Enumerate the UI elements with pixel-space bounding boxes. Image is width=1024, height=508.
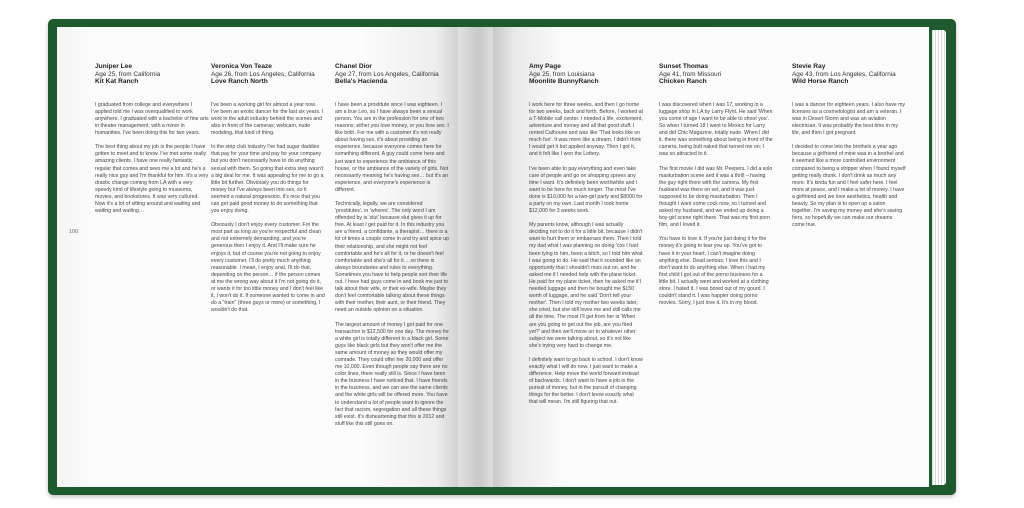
profile-body [659, 102, 773, 308]
page-edges [932, 30, 946, 485]
profile-meta: Age 25, from Louisiana [529, 70, 595, 78]
book-gutter [458, 27, 495, 487]
paragraph: I have been a prostitute since I was eighteen. I am a true Leo, so I have always been a sexual person. You are in the profession for one of two reasons; either you love money, or you love sex. I like both. For me with a customer it's not really about having sex, it's about providing an experience, because everyone comes here for something different. A guy could come here and just want to experience the ambiance of this house, or the ambiance of the variety of girls. Not necessarily meaning he's having sex… but it's an experience, and everyone's experience is different. [335, 101, 449, 193]
profile-name: Veronica Von Teaze [211, 63, 272, 70]
paragraph: I've been able to pay everything and even take care of people and go on shopping sprees any time I want. It's definitely been worthwhile and I want to be here for much longer. The most I've done is $10,000 for a two-girl party and $8000 for a party on my own. Last month I took home $12,000 for 3 weeks work. [529, 165, 643, 215]
profile-name: Amy Page [529, 63, 561, 70]
paragraph: I was a dancer for eighteen years. I also have my licenses as a cosmetologist and am a veteran. I was in Desert Storm and was an aviation electrician. It was probably the best time in my life, and then I got pregnant. [792, 101, 906, 137]
profile-name: Stevie Ray [792, 63, 826, 70]
paragraph: I decided to come into the brothels a year ago because a girlfriend of mine was in a brothel and it seemed like a more controlled environment compared to being a stripper when I found myself getting really drunk. I don't drink as much any more. It's kinda fun and I feel safer here. I feel more at peace, and I make a lot of money. I have a girlfriend and we love aesthetics, health and beauty. So my plan is to open up a salon together. I'm saving my money and she's saving hers, so hopefully we can make our dreams come true. [792, 144, 906, 229]
profile-ranch: Moonlite BunnyRanch [529, 78, 599, 86]
profile-column [529, 63, 643, 414]
profile-name: Chanel Dior [335, 63, 373, 70]
paragraph: I graduated from college and everywhere I applied told me I was overqualified to work anywhere. I graduated with a bachelor of fine arts in theater management, with a minor in humanities. I've been doing this for two years. [95, 101, 209, 137]
profile-ranch: Love Ranch North [211, 78, 268, 86]
profile-body [335, 102, 449, 428]
profile-name: Juniper Lee [95, 63, 133, 70]
paragraph: I've been a working girl for almost a year now. I've been an exotic dancer for the last six years. I work in the adult industry behind the scenes and also in front of the cameras; webcam, nude modeling, that kind of thing. [211, 101, 324, 137]
paragraph: My parents know, although I was actually deciding not to do it for a little bit, because I didn't want to hurt them or embarrass them. Then I told my dad what I was planning on doing 'cos I had been lying to him, been a bitch, so I told him what I was going to do. He said that it sounded like an opportunity that I shouldn't miss out on, and he asked me if I needed help with the plane ticket. He paid for my plane ticket, then he asked me if I needed luggage and then he bought me $150 worth of luggage, and he said 'Don't tell your mother'. Then I told my mother two weeks later, she cried, but she still loves me and still calls me all the time. The most I'll get from her is 'When are you going to get out the job, are you fired yet?' and then we'll move on to whatever other subject we were talking about, so it's not like she's trying very hard to change me. [529, 222, 643, 349]
profile-meta: Age 41, from Missouri [659, 70, 722, 78]
paragraph: I work here for three weeks, and then I go home for two weeks, back and forth. Before, I worked at a T-Mobile call center. I needed a life, excitement, adventure and money and all that good stuff. I rented Calhoune and was like 'That looks like so much fun'. It was more like a dream. I didn't think I would get it but applied anyway. Then I got it, and it felt like I won the Lottery. [529, 101, 643, 158]
profile-column [211, 63, 325, 321]
profile-ranch: Chicken Ranch [659, 78, 707, 86]
paragraph: I was discovered when I was 17, working in a luggage shop in LA by Larry Flynt. He said 'When you come of age I want to be able to shoot you'. So when I turned 18 I went to Mexico for Larry and did Chic Magazine, totally nude. When I did it, there was something about being in front of the camera, being butt naked that turned me on; I was so attracted to it. [659, 101, 773, 158]
profile-meta: Age 25, from California [95, 70, 161, 78]
profile-meta: Age 27, from Los Angeles, California [335, 70, 439, 78]
profile-column [95, 63, 209, 222]
profile-ranch: Wild Horse Ranch [792, 78, 849, 86]
paragraph: Technically, legally, we are considered 'prostitutes', or 'whores'. The only word I am offended by is 'slut' because slut gives it up for free. At least I get paid for it. In this industry you are a friend, a confidante, a therapist… there is a lot of times a couple come in and try and spice up their relationship, and she might not feel comfortable and he's all for it, or he doesn't feel comfortable and she's all for it… so there is always boundaries and rules to everything. Sometimes you have to help people sort their life out. I have had guys come in and book me just to talk about their wife, or their ex-wife. Maybe they don't feel comfortable talking about these things with their mother, their aunt, or their friend. They need an outside opinion on a situation. [335, 201, 449, 314]
paragraph: The first movie I did was Mr. Peepers. I did a solo masturbation scene and it was a thrill – having the guy right there with the camera. My first husband was there on set, and it was just supposed to be doing masturbation. Then I thought I want some cock now, so I turned and asked my husband, and we ended up doing a boy-girl scene right there. That was my first porn film, and I loved it. [659, 165, 773, 229]
profile-body [95, 102, 209, 215]
profile-ranch: Bella's Hacienda [335, 78, 388, 86]
profile-name: Sunset Thomas [659, 63, 709, 70]
left-page [57, 27, 460, 487]
profile-body [529, 102, 643, 407]
profile-body [792, 102, 906, 230]
paragraph: In the strip club industry I've had sugar daddies that pay for your time and pay for your company but you don't necessarily have to do anything sexual with them. So going that extra step wasn't a big deal for me. It was appealing for me to go a little bit further. Obviously you do things for money but I've always been into sex, so it seemed a natural progression. It's nice that you can get paid good money to do something that you enjoy doing. [211, 144, 324, 215]
profile-meta: Age 43, from Los Angeles, California [792, 70, 896, 78]
right-page [493, 27, 929, 487]
profile-meta: Age 26, from Los Angeles, California [211, 70, 315, 78]
paragraph: The best thing about my job is the people I have gotten to meet and to know. I've met some really amazing clients. I have one really fantastic regular that comes and sees me a lot and he's a really nice guy and I'm thankful for him. It's a very drastic change coming from LA with a very speedy kind of lifestyle going to museums, movies, and bookstores. It was very cultured. Now it's a lot of sitting around and waiting and waiting and waiting… [95, 144, 209, 215]
paragraph: You have to love it. If you're just doing it for the money it's going to tear you up. You've got to have it in your heart. I can't imagine doing anything else. Dead serious; I love this and I don't want to do anything else. When I had my first child I got out of the porno business for a little bit. I actually went and worked at a clothing store. I hated it. I was bored out of my gourd. I couldn't stand it. I was happier doing porno movies. Sorry, I just love it. It's in my blood. [659, 236, 769, 307]
profile-body [211, 102, 325, 315]
profile-column [335, 63, 449, 435]
page-number: 100 [69, 229, 79, 235]
profile-column [659, 63, 773, 314]
paragraph: I definitely want to go back to school. I don't know exactly what I will do now. I just want to make a difference. Help move the world forward instead of backwards. I don't want to have a job in the pursuit of money, but in the pursuit of changing things for the better. I don't know exactly what that will mean. I'm still figuring that out. [529, 356, 643, 406]
paragraph: The largest amount of money I got paid for one transaction is $12,500 for one day. The money for a white girl is totally different to a black girl. Some guys like black girls but they won't offer me the same amount of money as they would offer my comrade. They could offer her 20,000 and offer me 10,000. Even though people say there are no color lines, there really still is. Since I have been in the business I have noticed that. I have friends in the business, and we can see the same clients and the white girls will be offered more. You have to understand a lot of people want to ignore the fact that racism, segregation and all these things still exist. It's disheartening that this is 2012 and stuff like this still goes on. [335, 321, 449, 427]
profile-column [792, 63, 906, 236]
profile-ranch: Kit Kat Ranch [95, 78, 139, 86]
paragraph: Obviously I don't enjoy every customer. For the most part as long as you're respectful and clean and not extremely demanding, and you're generous then I enjoy it. And I'll make sure he enjoys it, but of course you're not going to enjoy every customer. I'll do pretty much anything reasonable. I mean, I enjoy anal, I'll do that, depending on the person… if the person comes at me the wrong way about it I'm not going do it, or wants it for too little money and I don't feel like it, I won't do it. If someone wanted to come in and do a "train" (three guys or more) or something, I wouldn't do that. [211, 222, 325, 314]
